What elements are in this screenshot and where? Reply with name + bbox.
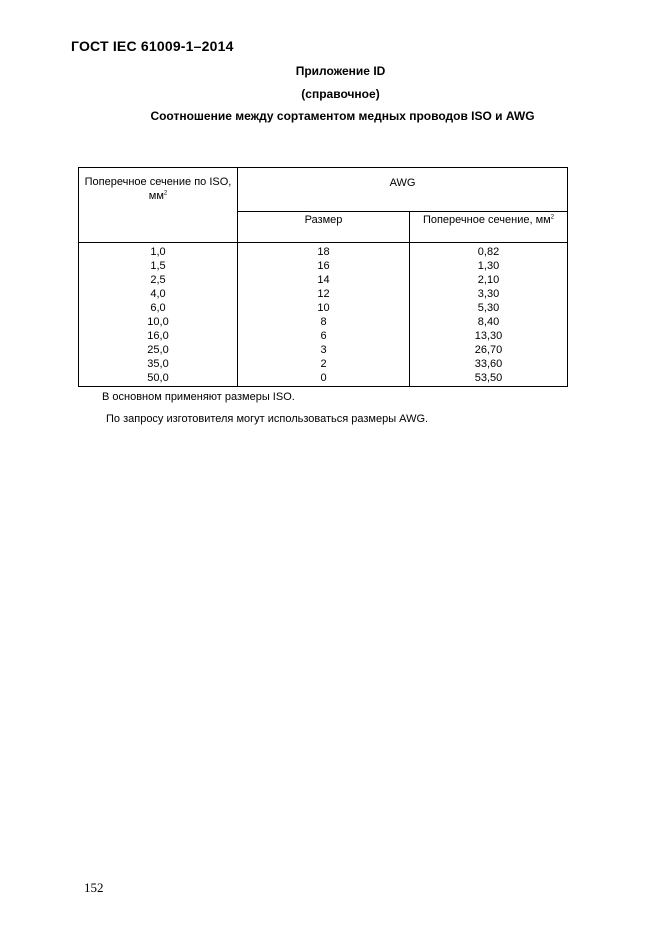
iso-value-cell: 6,0 [150,302,166,314]
note-iso: В основном применяют размеры ISO. [102,391,295,403]
page-number: 152 [84,880,104,895]
iso-section-header-sup: 2 [163,190,168,197]
awg-size-cell: 0 [320,372,327,384]
awg-area-cell: 8,40 [477,316,500,328]
table-title: Соотношение между сортаментом медных проводов ISO и AWG [150,109,535,123]
iso-section-header [79,168,238,243]
awg-area-header-sup: 2 [550,214,555,221]
appendix-title: Приложение ID [295,64,386,78]
iso-value-cell: 25,0 [147,344,169,356]
iso-awg-table [78,167,568,387]
iso-section-header-text: Поперечное сечение по ISO, мм [84,176,232,202]
iso-value-cell: 16,0 [147,330,169,342]
iso-value-cell: 4,0 [150,288,166,300]
awg-size-header: Размер [238,212,410,243]
awg-area-column [410,243,568,387]
awg-area-cell: 33,60 [474,358,503,370]
awg-area-cell: 13,30 [474,330,503,342]
awg-size-cell: 12 [317,288,330,300]
iso-value-cell: 10,0 [147,316,169,328]
appendix-subtitle: (справочное) [301,87,380,101]
table-body-row [79,243,568,387]
awg-header: AWG [238,168,568,212]
awg-area-header-text: Поперечное сечение, мм [422,214,551,226]
awg-size-cell: 18 [317,246,330,258]
awg-size-column [238,243,410,387]
awg-area-cell: 53,50 [474,372,503,384]
awg-area-cell: 5,30 [477,302,500,314]
awg-size-cell: 14 [317,274,330,286]
awg-size-cell: 16 [317,260,330,272]
iso-value-cell: 2,5 [150,274,166,286]
awg-area-cell: 3,30 [477,288,500,300]
awg-area-cell: 0,82 [477,246,500,258]
awg-area-cell: 26,70 [474,344,503,356]
iso-value-cell: 1,5 [150,260,166,272]
awg-area-cell: 1,30 [477,260,500,272]
awg-size-cell: 8 [320,316,327,328]
awg-size-cell: 10 [317,302,330,314]
iso-value-cell: 1,0 [150,246,166,258]
awg-size-cell: 2 [320,358,327,370]
document-code: ГОСТ IEC 61009-1–2014 [71,38,234,54]
iso-values-column [79,243,238,387]
awg-size-cell: 3 [320,344,327,356]
awg-area-header [410,212,568,243]
awg-size-cell: 6 [320,330,327,342]
awg-area-cell: 2,10 [477,274,500,286]
note-awg: По запросу изготовителя могут использоваться размеры AWG. [106,413,429,425]
iso-value-cell: 35,0 [147,358,169,370]
iso-value-cell: 50,0 [147,372,169,384]
